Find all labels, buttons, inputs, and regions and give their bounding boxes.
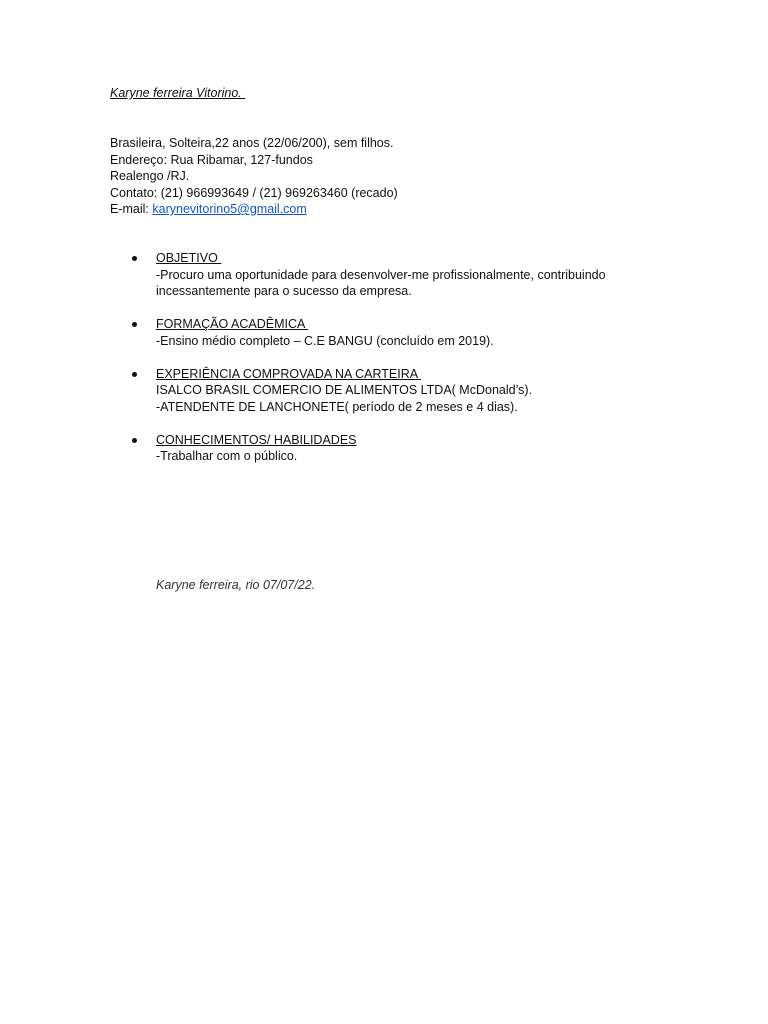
personal-info-line: Brasileira, Solteira,22 anos (22/06/200), sem filhos. <box>110 136 394 150</box>
bullet-icon <box>132 438 137 443</box>
personal-info <box>110 135 398 218</box>
email-line <box>110 201 398 218</box>
section-text: ISALCO BRASIL COMERCIO DE ALIMENTOS LTDA( McDonald’s). <box>156 383 533 397</box>
bullet-icon <box>132 322 137 327</box>
section-text: -Trabalhar com o público. <box>156 449 298 463</box>
section-text: -Procuro uma oportunidade para desenvolver-me profissionalmente, contribuindo incessantemente para o sucesso da empresa. <box>156 267 606 298</box>
section-title: EXPERIÊNCIA COMPROVADA NA CARTEIRA <box>156 366 421 381</box>
section-text: -Ensino médio completo – C.E BANGU (concluído em 2019). <box>156 333 494 348</box>
section-title: OBJETIVO <box>156 251 222 265</box>
bullet-icon <box>132 256 137 261</box>
section-title: FORMAÇÃO ACADÊMICA <box>156 317 309 331</box>
contact-line: Contato: (21) 966993649 / (21) 969263460 (recado) <box>110 185 398 200</box>
address-line: Endereço: Rua Ribamar, 127-fundos <box>110 152 313 167</box>
city-line: Realengo /RJ. <box>110 169 190 183</box>
email-link[interactable]: karynevitorino5@gmail.com <box>152 202 307 216</box>
section-conhecimentos <box>130 432 690 465</box>
email-label: E-mail: <box>110 202 153 216</box>
bullet-icon <box>132 372 137 377</box>
section-formacao <box>130 316 690 349</box>
section-text: -ATENDENTE DE LANCHONETE( período de 2 meses e 4 dias). <box>156 399 518 414</box>
section-title: CONHECIMENTOS/ HABILIDADES <box>156 432 357 447</box>
section-experiencia <box>130 366 690 416</box>
candidate-name: Karyne ferreira Vitorino. <box>110 86 246 100</box>
resume-sections <box>130 250 690 481</box>
signature-line: Karyne ferreira, rio 07/07/22. <box>156 578 316 592</box>
section-objetivo <box>130 250 690 300</box>
